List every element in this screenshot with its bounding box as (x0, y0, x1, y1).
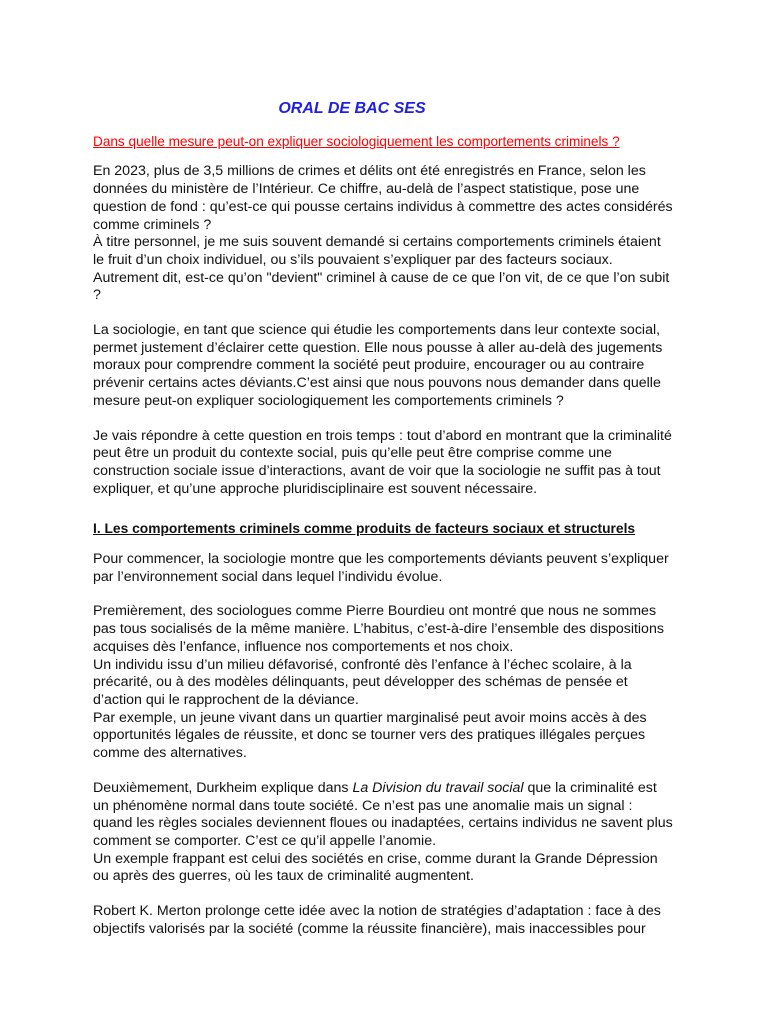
section-1-heading: I. Les comportements criminels comme produits de facteurs sociaux et structurels (93, 521, 636, 537)
intro-paragraph-2-line-1: La sociologie, en tant que science qui étudie les comportements dans leur contexte social, permet justement d’éclairer cette question. Elle nous pousse à aller au-delà des jugements moraux pour comprendre comment la société peut produire, encourager ou au contraire prévenir certains actes déviants.C’est ainsi que nous pouvons nous demander dans quelle mesure peut-on expliquer sociologiquement les comportements criminels ? (93, 322, 663, 409)
section-1-paragraph-3-line-2: Un exemple frappant est celui des sociétés en crise, comme durant la Grande Dépression ou après des guerres, où les taux de criminalité augmentent. (93, 850, 658, 885)
paragraph-3-text-after: que la criminalité est un phénomène normal dans toute société. Ce n’est pas une anomalie mais un signal : quand les règles sociales deviennent floues ou inadaptées, certains individus ne savent plus comment se comporter. C’est ce qu’il appelle l’anomie. (93, 779, 673, 849)
document-page (93, 100, 673, 955)
problem-question: Dans quelle mesure peut-on expliquer sociologiquement les comportements criminels ? (93, 133, 620, 149)
section-1-paragraph-2 (93, 603, 673, 762)
section-1-paragraph-1: Pour commencer, la sociologie montre que les comportements déviants peuvent s’expliquer par l’environnement social dans lequel l’individu évolue. (93, 551, 669, 585)
paragraph-3-text-before: Deuxièmement, Durkheim explique dans (93, 779, 353, 796)
section-1-paragraph-2-line-3: Par exemple, un jeune vivant dans un quartier marginalisé peut avoir moins accès à des opportunités légales de réussite, et donc se tourner vers des pratiques illégales perçues comme des alternatives. (93, 709, 647, 762)
section-1-paragraph-3-line-1 (93, 780, 673, 851)
section-1-paragraph-2-line-1: Premièrement, des sociologues comme Pierre Bourdieu ont montré que nous ne sommes pas tous socialisés de la même manière. L’habitus, c’est-à-dire l’ensemble des dispositions acquises dès l’enfance, influence nos comportements et nos choix. (93, 603, 664, 655)
section-1-paragraph-2-line-2: Un individu issu d’un milieu défavorisé, confronté dès l’enfance à l’échec scolaire, à la précarité, ou à des modèles délinquants, peut développer des schémas de pensée et d’action qui le rapprochent de la déviance. (93, 656, 632, 708)
book-title-italic: La Division du travail social (352, 779, 524, 796)
intro-paragraph-1-line-2: À titre personnel, je me suis souvent demandé si certains comportements criminels étaient le fruit d’un choix individuel, ou s’ils pouvaient s’expliquer par des facteurs sociaux. Autrement dit, est-ce qu’on "devient" criminel à cause de ce que l’on vit, de ce que l’on subit ? (93, 234, 670, 304)
intro-paragraph-3 (93, 428, 673, 499)
intro-paragraph-1-line-1: En 2023, plus de 3,5 millions de crimes et délits ont été enregistrés en France, selon les données du ministère de l’Intérieur. Ce chiffre, au-delà de l’aspect statistique, pose une question de fond : qu’est-ce qui pousse certains individus à commettre des actes considérés comme criminels ? (93, 163, 673, 233)
section-1-paragraph-4: Robert K. Merton prolonge cette idée avec la notion de stratégies d’adaptation : face à des objectifs valorisés par la société (comme la réussite financière), mais inaccessibles pour (93, 903, 661, 937)
section-1-paragraph-3 (93, 780, 673, 886)
intro-paragraph-3-line-1: Je vais répondre à cette question en trois temps : tout d’abord en montrant que la criminalité peut être un produit du contexte social, puis qu’elle peut être comprise comme une construction sociale issue d’interactions, avant de voir que la sociologie ne suffit pas à tout expliquer, et qu’une approche pluridisciplinaire est souvent nécessaire. (93, 427, 672, 497)
intro-paragraph-1 (93, 163, 673, 305)
document-title: ORAL DE BAC SES (278, 100, 426, 117)
intro-paragraph-2 (93, 322, 673, 411)
